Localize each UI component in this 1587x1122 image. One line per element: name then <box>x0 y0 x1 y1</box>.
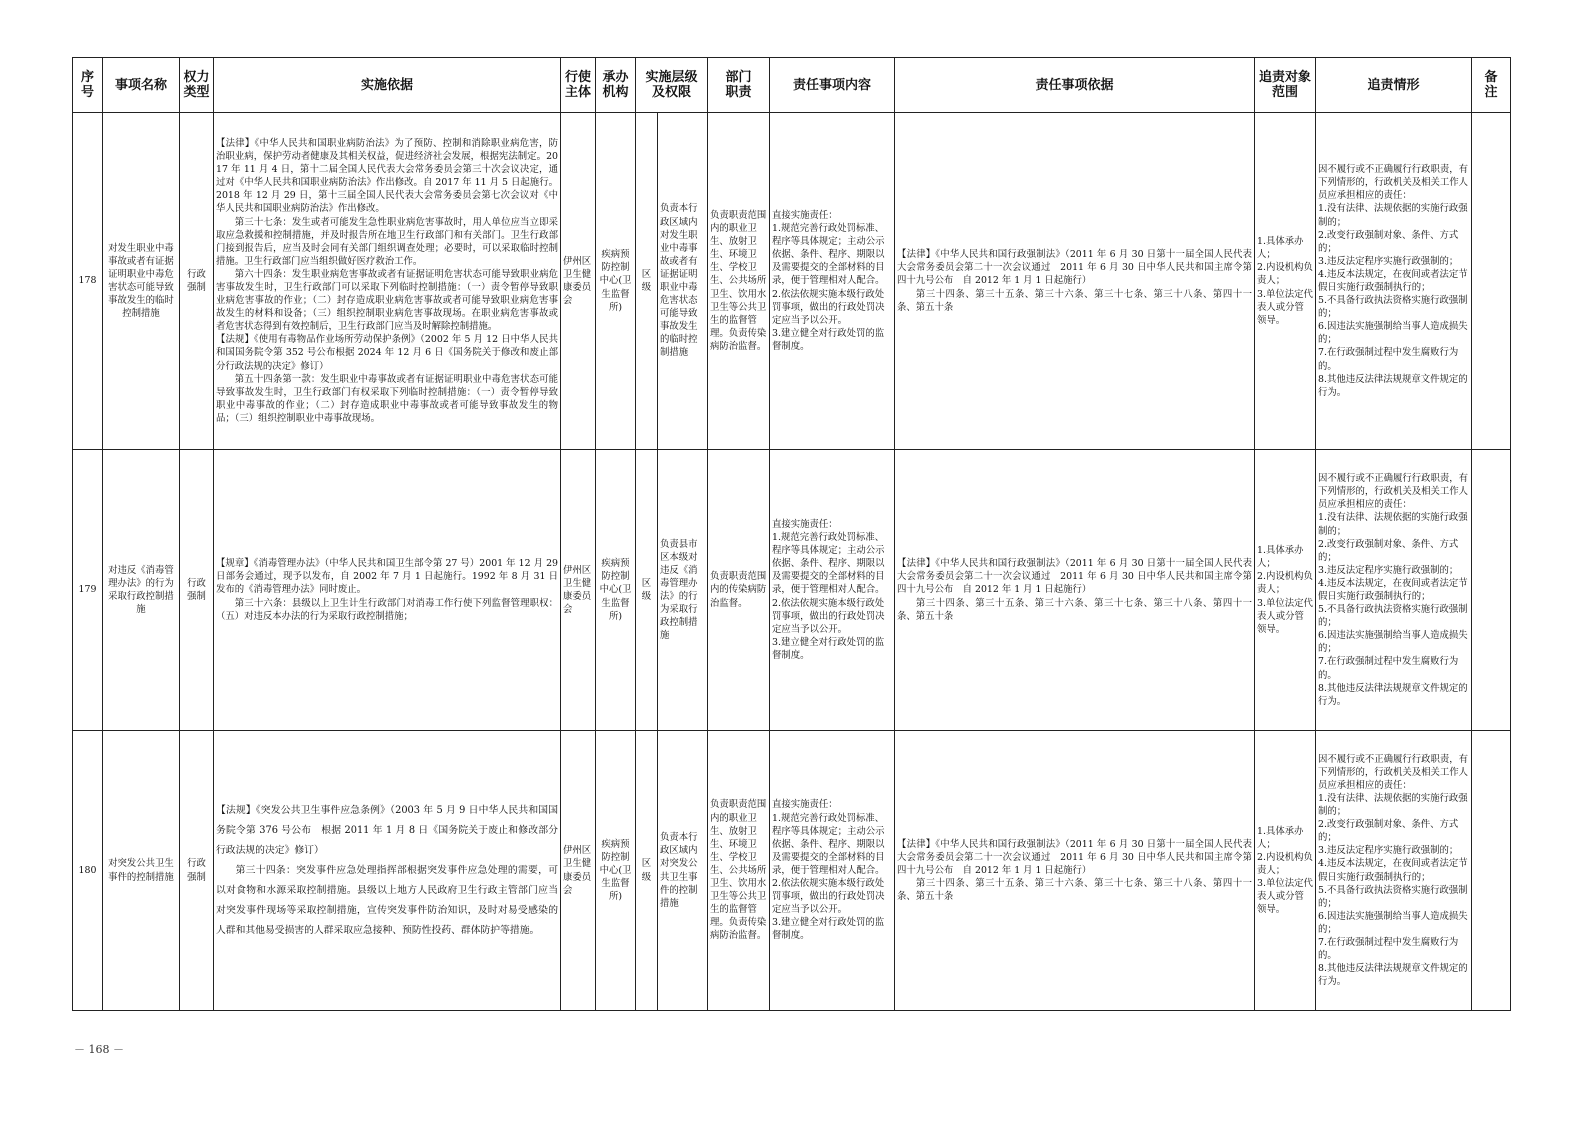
cell-level: 区级 <box>636 731 658 1011</box>
header-situation: 追责情形 <box>1316 58 1472 113</box>
header-scope: 追责对象 范围 <box>1255 58 1316 113</box>
cell-resp-content: 直接实施责任： 1.规范完善行政处罚标准、程序等具体规定；主动公示依据、条件、程序、期限以及需要提交的全部材料的目录，便于管理相对人配合。 2.依法依规实施本级行政处罚事项，做出的行政处罚决定应当予以公开。 3.建立健全对行政处罚的监督制度。 <box>770 450 895 731</box>
cell-type: 行政 强制 <box>180 450 214 731</box>
cell-scope: 1.具体承办人； 2.内设机构负责人； 3.单位法定代表人或分管领导。 <box>1255 731 1316 1011</box>
cell-remark <box>1472 113 1511 450</box>
cell-basis <box>214 113 561 450</box>
cell-level: 区级 <box>636 450 658 731</box>
basis-paragraph: 第六十四条：发生职业病危害事故或者有证据证明危害状态可能导致职业病危害事故发生时，卫生行政部门可以采取下列临时控制措施：（一）责令暂停导致职业病危害事故的作业；（二）封存造成职业病危害事故或者可能导致职业病危害事故发生的材料和设备；（三）组织控制职业病危害事故现场。在职业病危害事故或者危害状态得到有效控制后，卫生行政部门应当及时解除控制措施。 <box>216 268 558 333</box>
basis-paragraph: 【法规】《突发公共卫生事件应急条例》（2003 年 5 月 9 日中华人民共和国国务院令第 376 号公布 根据 2011 年 1 月 8 日《国务院关于废止和修改部分行政法规的决定》修订） <box>216 804 558 856</box>
basis-paragraph: 【规章】《消毒管理办法》（中华人民共和国卫生部令第 27 号）2001 年 12 月 29 日部务会通过，现予以发布，自 2002 年 7 月 1 日起施行。1992 年 8 月 31 日发布的《消毒管理办法》同时废止。 <box>216 558 558 596</box>
cell-remark <box>1472 731 1511 1011</box>
cell-resp-content: 直接实施责任： 1.规范完善行政处罚标准、程序等具体规定；主动公示依据、条件、程序、期限以及需要提交的全部材料的目录，便于管理相对人配合。 2.依法依规实施本级行政处罚事项，做出的行政处罚决定应当予以公开。 3.建立健全对行政处罚的监督制度。 <box>770 731 895 1011</box>
header-level: 实施层级 及权限 <box>636 58 708 113</box>
page-number: － 168 － <box>74 1043 124 1056</box>
basis-paragraph: 第三十七条：发生或者可能发生急性职业病危害事故时，用人单位应当立即采取应急救援和控制措施，并及时报告所在地卫生行政部门和有关部门。卫生行政部门接到报告后，应当及时会同有关部门组织调查处理；必要时，可以采取临时控制措施。卫生行政部门应当组织做好医疗救治工作。 <box>216 216 558 267</box>
cell-scope: 1.具体承办人； 2.内设机构负责人； 3.单位法定代表人或分管领导。 <box>1255 113 1316 450</box>
header-type: 权力 类型 <box>180 58 214 113</box>
cell-type: 行政 强制 <box>180 113 214 450</box>
cell-authority: 负责县市区本级对违反《消毒管理办法》的行为采取行政控制措施 <box>658 450 708 731</box>
cell-resp-basis <box>895 731 1255 1011</box>
header-subject: 行使 主体 <box>561 58 596 113</box>
cell-type: 行政 强制 <box>180 731 214 1011</box>
cell-org: 疾病预防控制中心(卫生监督所) <box>596 450 636 731</box>
cell-situation: 因不履行或不正确履行行政职责，有下列情形的，行政机关及相关工作人员应承担相应的责任： 1.没有法律、法规依据的实施行政强制的； 2.改变行政强制对象、条件、方式的； 3.违反法定程序实施行政强制的； 4.违反本法规定，在夜间或者法定节假日实施行政强制执行的； 5.不具备行政执法资格实施行政强制的； 6.因违法实施强制给当事人造成损失的； 7.在行政强制过程中发生腐败行为的。 8.其他违反法律法规规章文件规定的行为。 <box>1316 450 1472 731</box>
cell-duty: 负责职责范围内的职业卫生、放射卫生、环境卫生、学校卫生、公共场所卫生、饮用水卫生等公共卫生的监督管理。负责传染病防治监督。 <box>708 731 770 1011</box>
basis-paragraph: 第五十四条第一款：发生职业中毒事故或者有证据证明职业中毒危害状态可能导致事故发生时，卫生行政部门有权采取下列临时控制措施：（一）责令暂停导致职业中毒事故的作业；（二）封存造成职业中毒事故或者可能导致事故发生的物品；（三）组织控制职业中毒事故现场。 <box>216 373 558 424</box>
cell-org: 疾病预防控制中心(卫生监督所) <box>596 731 636 1011</box>
cell-resp-basis <box>895 113 1255 450</box>
cell-resp-content: 直接实施责任： 1.规范完善行政处罚标准、程序等具体规定；主动公示依据、条件、程序、期限以及需要提交的全部材料的目录，便于管理相对人配合。 2.依法依规实施本级行政处罚事项，做出的行政处罚决定应当予以公开。 3.建立健全对行政处罚的监督制度。 <box>770 113 895 450</box>
table-row <box>73 113 1511 450</box>
cell-basis <box>214 450 561 731</box>
header-seq: 序 号 <box>73 58 103 113</box>
basis-paragraph: 【法律】《中华人民共和国职业病防治法》为了预防、控制和消除职业病危害，防治职业病，保护劳动者健康及其相关权益，促进经济社会发展，根据宪法制定。2017 年 11 月 4 日，第十二届全国人民代表大会常务委员会第三十次会议决定，通过对《中华人民共和国职业病防治法》作出修改。自 2017 年 11 月 5 日起施行。2018 年 12 月 29 日，第十三届全国人民代表大会常务委员会第七次会议对《中华人民共和国职业病防治法》作出修改。 <box>216 137 558 215</box>
cell-basis <box>214 731 561 1011</box>
cell-subject: 伊州区卫生健康委员会 <box>561 113 596 450</box>
resp-basis-paragraph: 【法律】《中华人民共和国行政强制法》（2011 年 6 月 30 日第十一届全国人民代表大会常务委员会第二十一次会议通过 2011 年 6 月 30 日中华人民共和国主席令第四十九号公布 自 2012 年 1 月 1 日起施行） <box>897 249 1253 287</box>
cell-seq: 180 <box>73 731 103 1011</box>
header-name: 事项名称 <box>103 58 180 113</box>
cell-authority: 负责本行政区域内对发生职业中毒事故或者有证据证明职业中毒危害状态可能导致事故发生的临时控制措施 <box>658 113 708 450</box>
basis-paragraph: 【法规】《使用有毒物品作业场所劳动保护条例》（2002 年 5 月 12 日中华人民共和国国务院令第 352 号公布根据 2024 年 12 月 6 日《国务院关于修改和废止部分行政法规的决定》修订） <box>216 334 558 372</box>
cell-resp-basis <box>895 450 1255 731</box>
cell-name: 对突发公共卫生事件的控制措施 <box>103 731 180 1011</box>
cell-situation: 因不履行或不正确履行行政职责，有下列情形的，行政机关及相关工作人员应承担相应的责任： 1.没有法律、法规依据的实施行政强制的； 2.改变行政强制对象、条件、方式的； 3.违反法定程序实施行政强制的； 4.违反本法规定，在夜间或者法定节假日实施行政强制执行的； 5.不具备行政执法资格实施行政强制的； 6.因违法实施强制给当事人造成损失的； 7.在行政强制过程中发生腐败行为的。 8.其他违反法律法规规章文件规定的行为。 <box>1316 113 1472 450</box>
resp-basis-paragraph: 【法律】《中华人民共和国行政强制法》（2011 年 6 月 30 日第十一届全国人民代表大会常务委员会第二十一次会议通过 2011 年 6 月 30 日中华人民共和国主席令第四十九号公布 自 2012 年 1 月 1 日起施行） <box>897 558 1253 596</box>
basis-paragraph: 第三十六条：县级以上卫生计生行政部门对消毒工作行使下列监督管理职权：（五）对违反本办法的行为采取行政控制措施； <box>216 597 558 622</box>
cell-subject: 伊州区卫生健康委员会 <box>561 731 596 1011</box>
resp-basis-paragraph: 第三十四条、第三十五条、第三十六条、第三十七条、第三十八条、第四十一条、第五十条 <box>897 288 1253 313</box>
header-duty: 部门 职责 <box>708 58 770 113</box>
cell-authority: 负责本行政区域内对突发公共卫生事件的控制措施 <box>658 731 708 1011</box>
basis-paragraph: 第三十四条：突发事件应急处理指挥部根据突发事件应急处理的需要，可以对食物和水源采取控制措施。县级以上地方人民政府卫生行政主管部门应当对突发事件现场等采取控制措施，宣传突发事件防治知识，及时对易受感染的人群和其他易受损害的人群采取应急接种、预防性投药、群体防护等措施。 <box>216 864 558 936</box>
header-row <box>73 58 1511 113</box>
cell-name: 对发生职业中毒事故或者有证据证明职业中毒危害状态可能导致事故发生的临时控制措施 <box>103 113 180 450</box>
cell-name: 对违反《消毒管理办法》的行为采取行政控制措施 <box>103 450 180 731</box>
cell-remark <box>1472 450 1511 731</box>
cell-scope: 1.具体承办人； 2.内设机构负责人； 3.单位法定代表人或分管领导。 <box>1255 450 1316 731</box>
responsibility-table <box>72 57 1511 1011</box>
resp-basis-paragraph: 【法律】《中华人民共和国行政强制法》（2011 年 6 月 30 日第十一届全国人民代表大会常务委员会第二十一次会议通过 2011 年 6 月 30 日中华人民共和国主席令第四十九号公布 自 2012 年 1 月 1 日起施行） <box>897 838 1253 876</box>
header-resp-basis: 责任事项依据 <box>895 58 1255 113</box>
header-basis: 实施依据 <box>214 58 561 113</box>
header-resp-content: 责任事项内容 <box>770 58 895 113</box>
header-org: 承办 机构 <box>596 58 636 113</box>
cell-seq: 179 <box>73 450 103 731</box>
header-remark: 备 注 <box>1472 58 1511 113</box>
cell-seq: 178 <box>73 113 103 450</box>
resp-basis-paragraph: 第三十四条、第三十五条、第三十六条、第三十七条、第三十八条、第四十一条、第五十条 <box>897 597 1253 622</box>
cell-duty: 负责职责范围内的职业卫生、放射卫生、环境卫生、学校卫生、公共场所卫生、饮用水卫生等公共卫生的监督管理。负责传染病防治监督。 <box>708 113 770 450</box>
cell-situation: 因不履行或不正确履行行政职责，有下列情形的，行政机关及相关工作人员应承担相应的责任： 1.没有法律、法规依据的实施行政强制的； 2.改变行政强制对象、条件、方式的； 3.违反法定程序实施行政强制的； 4.违反本法规定，在夜间或者法定节假日实施行政强制执行的； 5.不具备行政执法资格实施行政强制的； 6.因违法实施强制给当事人造成损失的； 7.在行政强制过程中发生腐败行为的。 8.其他违反法律法规规章文件规定的行为。 <box>1316 731 1472 1011</box>
resp-basis-paragraph: 第三十四条、第三十五条、第三十六条、第三十七条、第三十八条、第四十一条、第五十条 <box>897 878 1253 903</box>
cell-org: 疾病预防控制中心(卫生监督所) <box>596 113 636 450</box>
table-row <box>73 450 1511 731</box>
cell-duty: 负责职责范围内的传染病防治监督。 <box>708 450 770 731</box>
table-row <box>73 731 1511 1011</box>
cell-subject: 伊州区卫生健康委员会 <box>561 450 596 731</box>
cell-level: 区级 <box>636 113 658 450</box>
